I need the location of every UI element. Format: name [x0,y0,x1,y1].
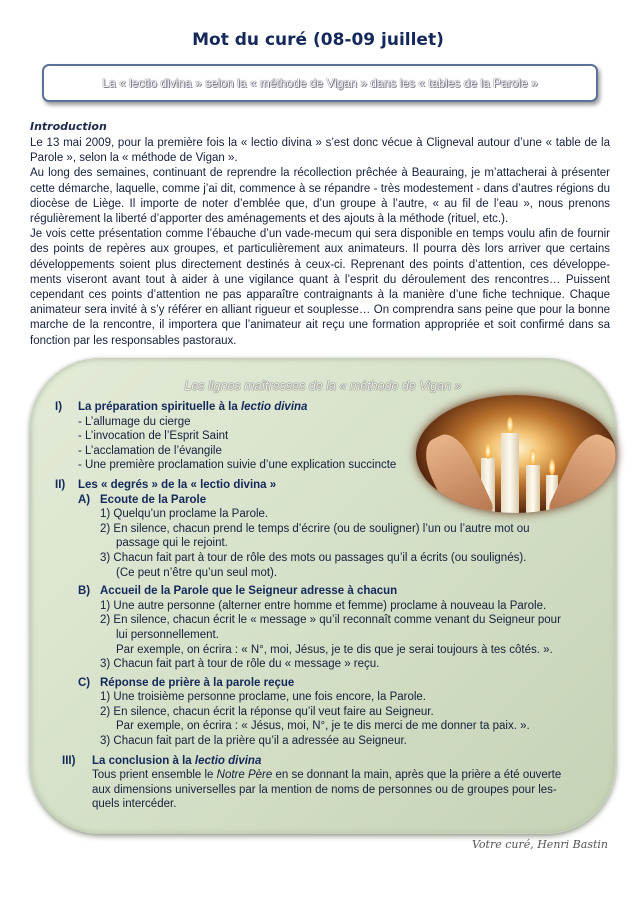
section-heading: I) La préparation spirituelle à la lectio divina [55,401,308,413]
intro-paragraph: Je vois cette présentation comme l’ébauche d’un vade-mecum qui sera disponible en temps voulu afin de fournir des points de repères aux groupes, et particulièrement aux animateurs. Il pourra dès lors arriver que certains développements soient plus directement destinés à ceux-ci. Reprenant des points d’attention, ces développe-ments viseront avant tout à aider à une vigilance quant à l’esprit du déroulement des rencontres… Puissent cependant ces points d’attention ne pas apparaître contraignants à la manière d’une fiche technique. Chaque animateur sera invité à s’y référer en alliant rigueur et souplesse… On comprendra sans peine que pour la bonne marche de la rencontre, il importera que l’animateur ait reçu une formation appropriée et soit confirmé dans sa fonction par les responsables pastoraux. [30,228,610,347]
list-item: 1) Une troisième personne proclame, une fois encore, la Parole. [100,691,427,704]
subsection-heading: B) Accueil de la Parole que le Seigneur adresse à chacun [78,585,398,598]
list-item: - Une première proclamation suivie d’une explication succincte [78,459,397,472]
intro-paragraph: Au long des semaines, continuant de reprendre la récollection prêchée à Beauraing, je m’attacherai à présenter cette démarche, laquelle, comme j’ai dit, commence à se répandre - très modestement - dans d’autres régions du diocèse de Liège. Il importe de noter d’emblée que, d’un groupe à l’autre, « au fil de l’eau », nous prenons régulièrement la liberté d’apporter des aménagements et des ajouts à la méthode (rituel, etc.). [30,167,610,226]
page-title: Mot du curé (08-09 juillet) [192,30,444,50]
paragraph-line: Tous prient ensemble le Notre Père en se donnant la main, après que la prière a été ouverte [92,769,562,782]
list-item: 3) Chacun fait part à tour de rôle du « message » reçu. [100,658,380,671]
section-2 [55,478,610,749]
list-item: 2) En silence, chacun écrit le « message » qu’il reconnaît comme venant du Seigneur pour [100,614,561,627]
subsection-heading: C) Réponse de prière à la parole reçue [78,676,295,689]
intro-heading: Introduction [30,120,107,133]
paragraph-line: aux dimensions universelles par la mention de noms de personnes ou de groupes pour les- [92,783,557,796]
signature: Votre curé, Henri Bastin [471,838,608,851]
list-item: (Ce peut n’être qu’un seul mot). [116,566,278,579]
list-item: 3) Chacun fait part à tour de rôle des mots ou passages qu’il a écrits (ou soulignés). [100,551,527,564]
section-heading: II) Les « degrés » de la « lectio divina » [55,478,277,491]
section-heading: III) La conclusion à la lectio divina [62,754,262,767]
intro-text [30,136,610,349]
section-3 [55,754,610,812]
list-item: 2) En silence, chacun écrit la réponse qu’il veut faire au Seigneur. [100,705,434,718]
list-item: 3) Chacun fait part de la prière qu’il a adressée au Seigneur. [100,735,407,748]
list-item: 1) Une autre personne (alterner entre homme et femme) proclame à nouveau la Parole. [100,599,547,612]
list-item: passage qui le rejoint. [116,537,228,550]
list-item: 1) Quelqu’un proclame la Parole. [100,508,269,521]
paragraph-line: quels intercéder. [92,798,177,811]
list-item: - L’invocation de l’Esprit Saint [78,430,229,443]
list-item: Par exemple, on écrira : « Jésus, moi, N°, je te dis merci de me donner ta paix. ». [116,720,530,733]
list-item: - L’allumage du cierge [78,415,191,428]
box-title: Les lignes maîtresses de la « méthode de Vigan » [184,379,462,393]
list-item: 2) En silence, chacun prend le temps d’écrire (ou de souligner) l’un ou l’autre mot ou [100,522,530,535]
intro-paragraph: Le 13 mai 2009, pour la première fois la « lectio divina » s’est donc vécue à Cligneval autour d’une « table de la Parole », selon la « méthode de Vigan ». [30,137,610,165]
list-item: Par exemple, on écrira : « N°, moi, Jésus, je te dis que je serai toujours à tes côtés. ». [116,643,553,656]
list-item: - L’acclamation de l’évangile [78,444,222,457]
list-item: lui personnellement. [116,628,219,641]
outline-list [55,400,610,812]
subsection-heading: A) Ecoute de la Parole [78,493,207,506]
section-1 [55,400,610,473]
subtitle-banner: La « lectio divina » selon la « méthode de Vigan » dans les « tables de la Parole » [42,64,598,102]
